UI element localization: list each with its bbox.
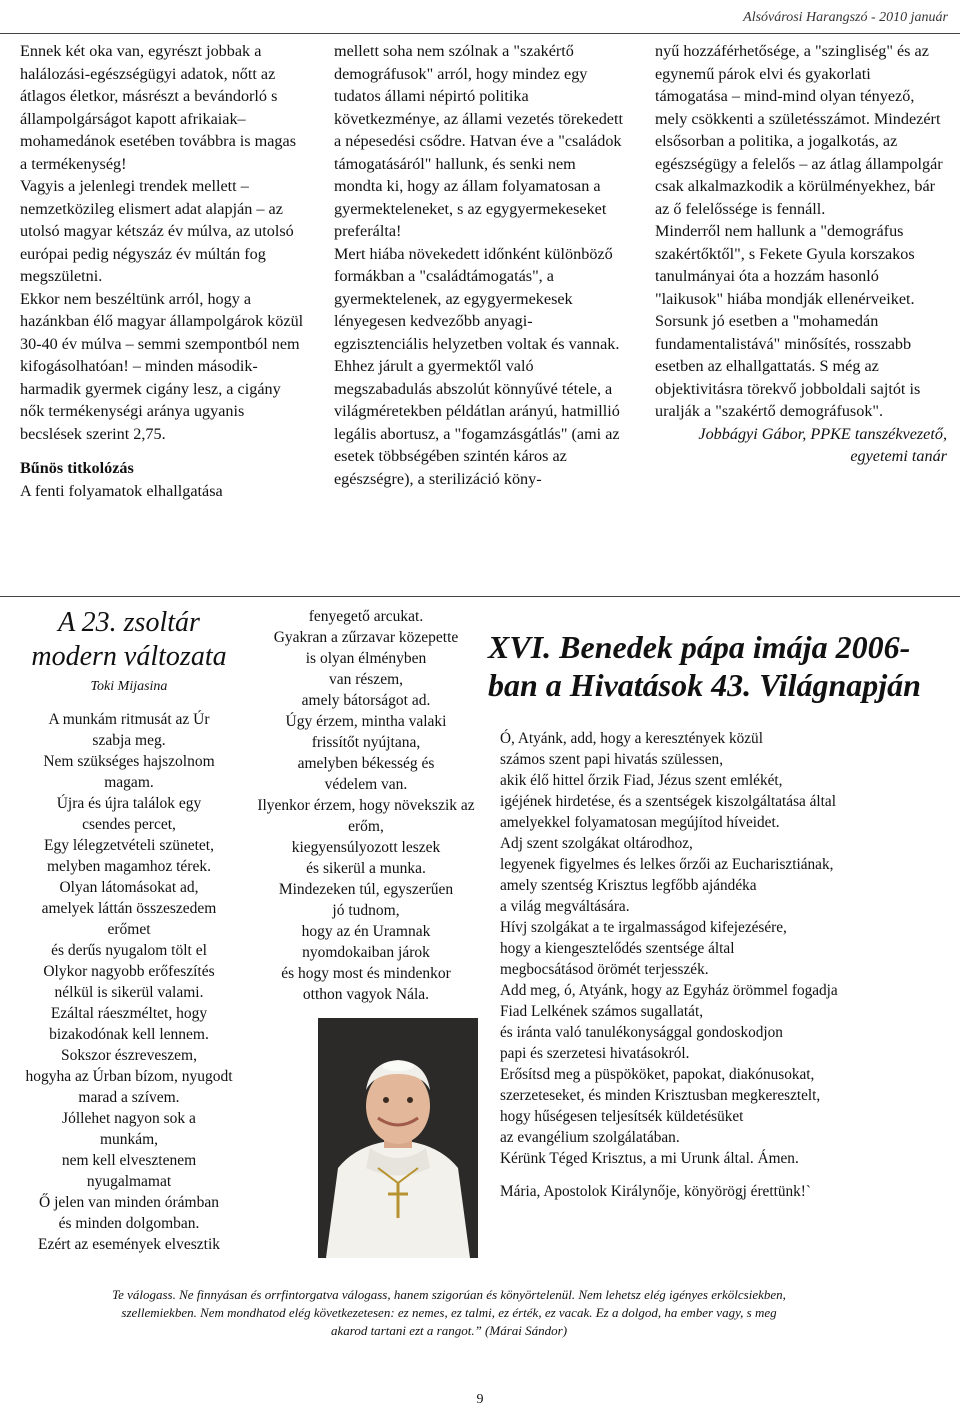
prayer-line: amelyekkel folyamatosan megújítod híveidet. [500,814,780,831]
prayer-line: szerzeteseket, és minden Krisztusban megkeresztelt, [500,1087,821,1104]
psalm-line: Mindezeken túl, egyszerűen [278,881,454,898]
psalm-line: munkám, [99,1131,159,1148]
psalm-line: Ilyenkor érzem, hogy növekszik az erőm, [257,797,475,835]
prayer-line: Add meg, ó, Atyánk, hogy az Egyház örömmel fogadja [500,982,838,999]
psalm-line: melyben magamhoz térek. [47,858,211,875]
prayer-line: hogy a kiengesztelődés szentsége által [500,940,735,957]
prayer-title: XVI. Benedek pápa imája 2006-ban a Hivatások 43. Világnapján [488,629,921,703]
page-number: 9 [476,1392,484,1407]
psalm-line: van részem, [328,671,404,688]
article-column-3 [655,40,947,468]
prayer-lines [500,728,940,1169]
psalm-line: nélkül is sikerül valami. [54,984,204,1001]
psalm-line: nem kell elvesztenem [61,1152,197,1169]
psalm-line: szabja meg. [92,732,166,749]
paragraph: mellett soha nem szólnak a "szakértő demográfusok" arról, hogy mindez egy tudatos állami népirtó politika következménye, az állami vezetés törekedett a népesedési csődre. Hatvan éve a "családok támogatásáról" hallunk, és senki nem mondta ki, hogy az állam folyamatosan a gyermekteleneket, s az egygyermekeseket preferálta! [334,42,623,240]
article-byline: Jobbágyi Gábor, PPKE tanszékvezető, egyetemi tanár [698,424,947,465]
prayer-text [500,728,940,1202]
prayer-line: Hívj szolgákat a te irgalmasságod kifejezésére, [500,919,787,936]
psalm-line: és minden dolgomban. [58,1215,200,1232]
prayer-line: a világ megváltására. [500,898,630,915]
psalm-line: és sikerül a munka. [306,860,426,877]
psalm-verses-continued [255,606,477,1005]
portrait-illustration [318,1018,478,1258]
psalm-line: A munkám ritmusát az Úr [48,711,210,728]
psalm-line: Úgy érzem, mintha valaki [285,713,447,730]
paragraph: Mert hiába növekedett időnként különböző formákban a "családtámogatás", a gyermektelenek, az egygyermekesek lényegesen kedvezőbb anyagi-egzisztenciális helyzetben voltak és vannak. Ehhez járult a gyermektől való megszabadulás abszolút könnyűvé tétele, a világméretekben példátlan arányú, hatmillió legális abortusz, a "fogamzásgátlás" (ami az esetek többségében szintén káros az egészségre), a sterilizáció köny- [334,244,620,488]
psalm-line: bizakodónak kell lennem. [49,1026,209,1043]
psalm-line: védelem van. [324,776,408,793]
psalm-line: Sokszor észreveszem, [60,1047,197,1064]
psalm-line: kiegyensúlyozott leszek [291,839,441,856]
prayer-line: számos szent papi hivatás szülessen, [500,751,724,768]
psalm-line: Ő jelen van minden órámban [39,1194,219,1211]
psalm-line: amelyben békesség és [297,755,435,772]
psalm-line: otthon vagyok Nála. [302,986,430,1003]
prayer-line: akik élő hittel őrzik Fiad, Jézus szent emlékét, [500,772,783,789]
pope-portrait-photo [318,1018,478,1258]
psalm-line: is olyan élményben [305,650,427,667]
psalm-line: erőmet [107,921,151,938]
psalm-column-2 [255,606,477,1005]
psalm-line: hogyha az Úrban bízom, nyugodt marad a szívem. [25,1068,233,1106]
psalm-line: magam. [104,774,154,791]
prayer-line: Fiad Lelkének számos sugallatát, [500,1003,704,1020]
section-divider [0,596,960,597]
psalm-line: csendes percet, [82,816,176,833]
footer-quote: Te válogass. Ne finnyásan és orrfintorgatva válogass, hanem szigorúan és könyörtelenül. Nem lehetsz elég igényes erkölcsiekben, szellemiekben. Nem mondhatod elég következetesen: ez nemes, ez talmi, ez érték, ez vacak. Ez a dolgod, ha ember vagy, s meg akarod tartani ezt a rangot.” (Márai Sándor) [112,1287,786,1338]
prayer-line: Ó, Atyánk, add, hogy a keresztények közül [500,730,763,747]
psalm-line: Olyan látomásokat ad, [59,879,199,896]
psalm-verses [12,709,246,1255]
prayer-line: Erősítsd meg a püspököket, papokat, diakónusokat, [500,1066,815,1083]
paragraph: nyű hozzáférhetősége, a "szingliség" és az egynemű párok elvi és gyakorlati támogatása – mind-mind olyan tényező, mely csökkenti a születésszámot. Mindezért elsősorban a politika, a jogalkotás, az egészségügy a felelős – az átlag állampolgár csak alkalmazkodik a körülményekhez, bár az ő felelőssége is fennáll. [655,42,943,218]
psalm-column-1 [12,606,246,1255]
paragraph: Ekkor nem beszéltünk arról, hogy a hazánkban élő magyar állampolgárok közül 30-40 év múlva – semmi szempontból nem kifogásolhatóan! – minden második-harmadik gyermek cigány lesz, a cigány nők termékenységi aránya ugyanis becslések szerint 2,75. [20,289,304,443]
psalm-line: frissítőt nyújtana, [311,734,421,751]
prayer-line: Adj szent szolgákat oltárodhoz, [500,835,693,852]
prayer-line: Kérünk Téged Krisztus, a mi Urunk által. Ámen. [500,1150,799,1167]
psalm-line: Nem szükséges hajszolnom [43,753,215,770]
psalm-line: amelyek láttán összeszedem [41,900,217,917]
prayer-line: papi és szerzetesi hivatásokról. [500,1045,690,1062]
article-column-2 [334,40,626,490]
paragraph: Minderről nem hallunk a "demográfus szakértőktől", s Fekete Gyula korszakos tanulmányai óta a hozzám hasonló "laikusok" hiába mondják ellenérveiket. Sorsunk jó esetben a "mohamedán fundamentalistává" minősítés, rosszabb esetben az elhallgattatás. S még az objektivitásra törekvő jobboldali sajtót is uralják a "szakértő demográfusok". [655,222,921,420]
psalm-author: Toki Mijasina [90,679,168,694]
psalm-line: Egy lélegzetvételi szünetet, [44,837,214,854]
section-heading: Bűnös titkolózás [20,459,134,477]
prayer-line: hogy hűségesen teljesítsék küldetésüket [500,1108,744,1125]
psalm-line: Olykor nagyobb erőfeszítés [43,963,215,980]
header-divider [0,33,960,34]
prayer-line: amely szentség Krisztus legfőbb ajándéka [500,877,757,894]
psalm-line: amely bátorságot ad. [301,692,431,709]
psalm-line: jó tudnom, [332,902,400,919]
psalm-line: fenyegető arcukat. [308,608,424,625]
prayer-line: és iránta való tanulékonysággal gondoskodjon [500,1024,783,1041]
running-header: Alsóvárosi Harangszó - 2010 január [743,10,948,25]
psalm-line: és derűs nyugalom tölt el [51,942,207,959]
prayer-line: az evangélium szolgálatában. [500,1129,680,1146]
psalm-line: és hogy most és mindenkor [281,965,451,982]
psalm-line: Ezért az események elvesztik [37,1236,221,1253]
prayer-closing: Mária, Apostolok Királynője, könyörögj érettünk!` [500,1183,811,1200]
psalm-line: Gyakran a zűrzavar közepette [273,629,459,646]
psalm-line: hogy az én Uramnak nyomdokaiban járok [301,923,431,961]
article-column-1 [20,40,306,502]
prayer-line: igéjének hirdetése, és a szentségek kiszolgáltatása által [500,793,836,810]
psalm-line: Ezáltal ráeszméltet, hogy [50,1005,208,1022]
paragraph: A fenti folyamatok elhallgatása [20,481,223,500]
psalm-title-line-2: modern változata [31,641,227,672]
prayer-line: legyenek figyelmes és lelkes őrzői az Eucharisztiának, [500,856,834,873]
psalm-line: nyugalmamat [86,1173,172,1190]
psalm-line: Újra és újra találok egy [56,795,202,812]
psalm-title-line-1: A 23. zsoltár [58,607,200,638]
prayer-line: megbocsátásod örömét terjesszék. [500,961,709,978]
psalm-line: Jóllehet nagyon sok a [62,1110,196,1127]
paragraph: Vagyis a jelenlegi trendek mellett – nemzetközileg elismert adat alapján – az utolsó magyar kétszáz év múlva, az utolsó európai pedig négyszáz év múltán fog megszületni. [20,177,294,285]
paragraph: Ennek két oka van, egyrészt jobbak a halálozási-egészségügyi adatok, nőtt az átlagos életkor, másrészt a bevándorló s állampolgárságot kapott afrikaiak–mohamedánok esetében továbbra is magas a termékenység! [20,42,296,173]
